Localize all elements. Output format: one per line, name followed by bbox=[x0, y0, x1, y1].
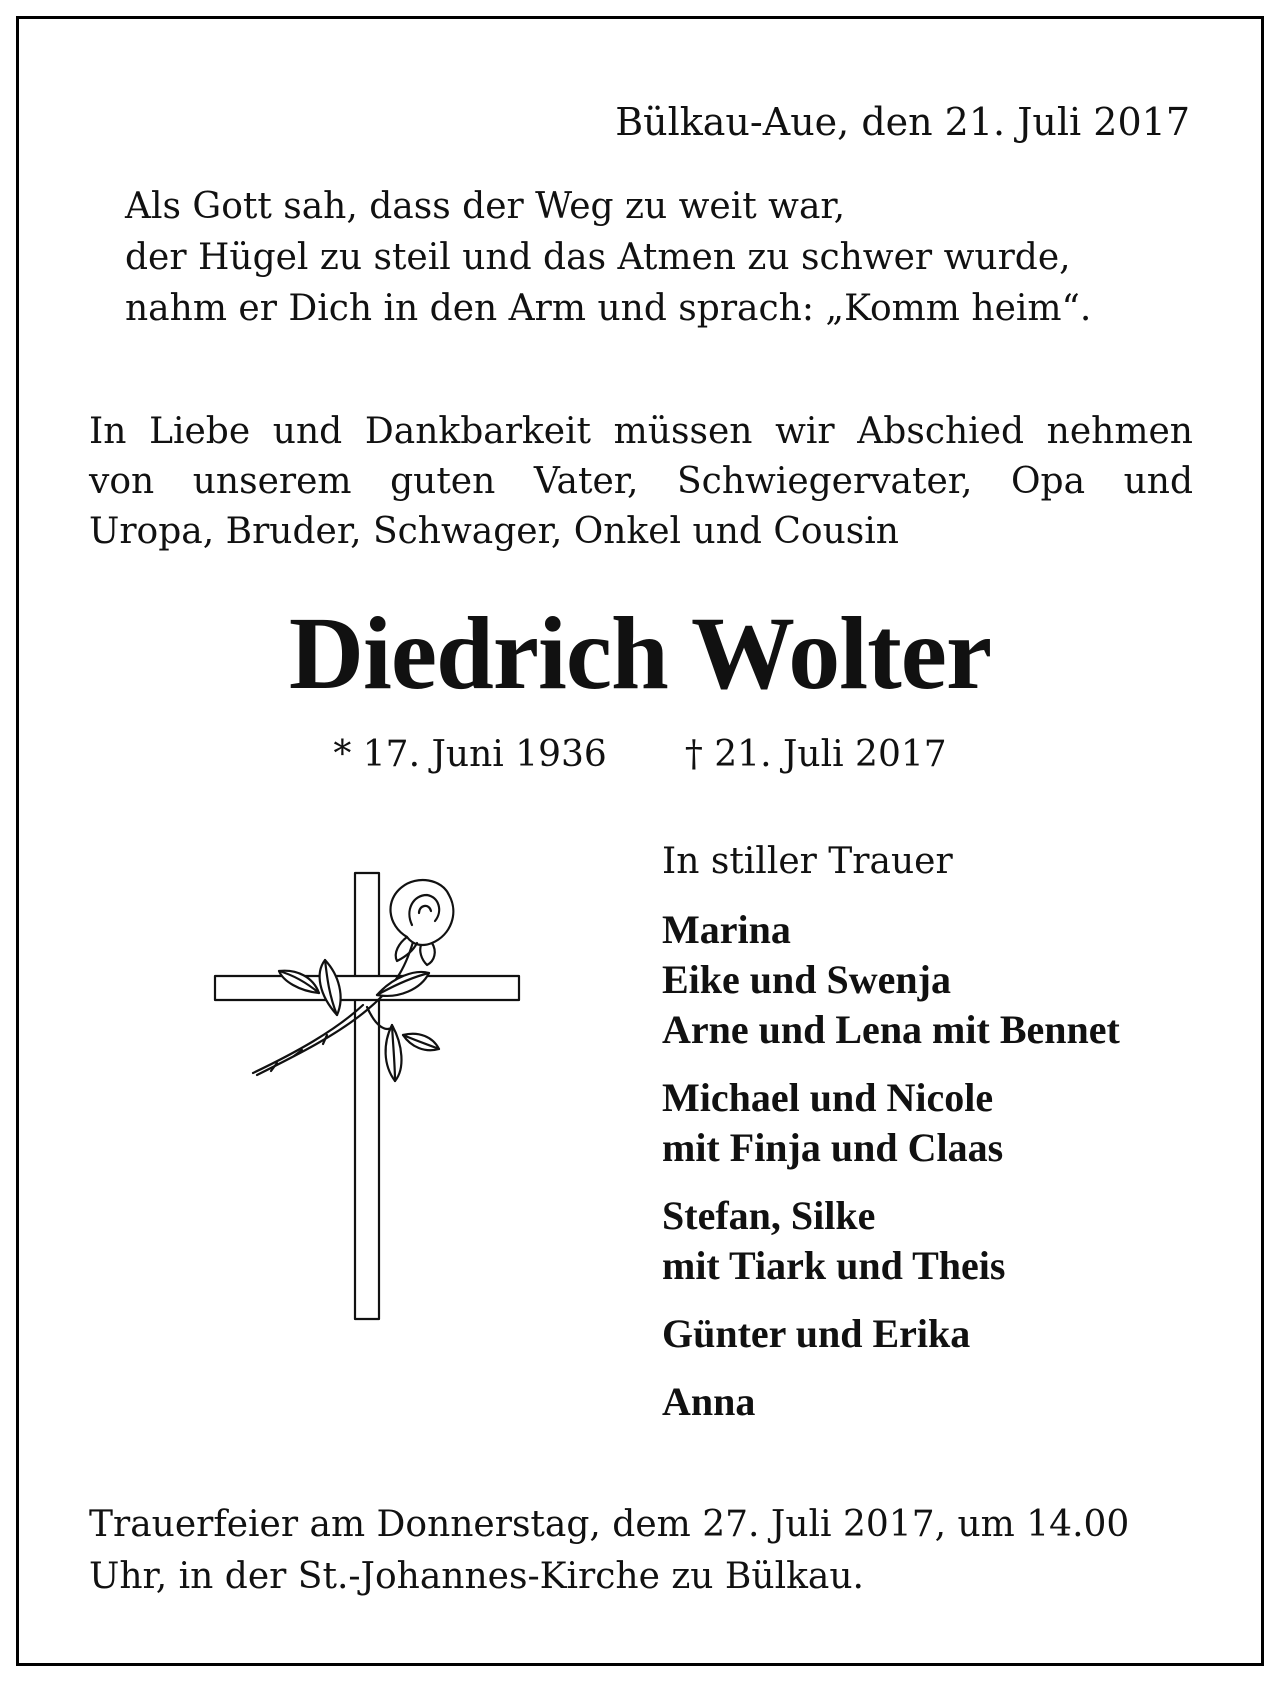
mourner-line: Stefan, Silke bbox=[662, 1193, 876, 1238]
mourner-group bbox=[662, 1377, 1222, 1427]
intro-line: In Liebe und Dankbarkeit müssen wir Abschied nehmen bbox=[89, 411, 1193, 452]
birth-date: * 17. Juni 1936 bbox=[333, 734, 607, 775]
mourner-group bbox=[662, 1191, 1222, 1291]
mourner-group bbox=[662, 905, 1222, 1055]
mourner-line: Arne und Lena mit Bennet bbox=[662, 1007, 1120, 1052]
obituary-notice bbox=[16, 16, 1264, 1666]
service-line: Uhr, in der St.-Johannes-Kirche zu Bülkau. bbox=[89, 1556, 864, 1597]
mourner-line: mit Tiark und Theis bbox=[662, 1243, 1006, 1288]
mourner-line: Günter und Erika bbox=[662, 1311, 971, 1356]
deceased-name: Diedrich Wolter bbox=[288, 596, 992, 711]
intro-line: von unserem guten Vater, Schwiegervater, Opa und bbox=[89, 461, 1193, 502]
mourner-line: mit Finja und Claas bbox=[662, 1125, 1004, 1170]
life-dates bbox=[19, 731, 1261, 779]
poem bbox=[125, 181, 1215, 334]
service-line: Trauerfeier am Donnerstag, dem 27. Juli 2017, um 14.00 bbox=[89, 1504, 1130, 1545]
poem-line: Als Gott sah, dass der Weg zu weit war, bbox=[125, 186, 846, 227]
mourner-group bbox=[662, 1073, 1222, 1173]
death-date: † 21. Juli 2017 bbox=[684, 734, 947, 775]
place-date: Bülkau-Aue, den 21. Juli 2017 bbox=[615, 100, 1190, 144]
poem-line: nahm er Dich in den Arm und sprach: „Komm heim“. bbox=[125, 288, 1092, 329]
funeral-service-info bbox=[89, 1499, 1199, 1603]
mourners-block bbox=[662, 837, 1222, 1445]
intro-line: Uropa, Bruder, Schwager, Onkel und Cousin bbox=[89, 511, 899, 552]
mourner-group bbox=[662, 1309, 1222, 1359]
cross-with-rose-icon bbox=[207, 865, 527, 1325]
poem-line: der Hügel zu steil und das Atmen zu schwer wurde, bbox=[125, 237, 1071, 278]
mourner-line: Anna bbox=[662, 1379, 756, 1424]
mourning-lead: In stiller Trauer bbox=[662, 841, 953, 882]
mourner-line: Eike und Swenja bbox=[662, 957, 951, 1002]
mourner-line: Marina bbox=[662, 907, 791, 952]
intro-text bbox=[89, 407, 1193, 557]
mourner-line: Michael und Nicole bbox=[662, 1075, 994, 1120]
